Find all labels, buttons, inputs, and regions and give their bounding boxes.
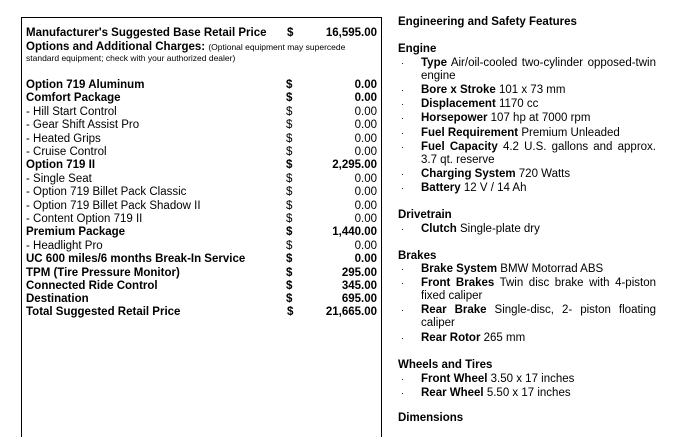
option-currency: $ <box>286 132 293 145</box>
total-price-currency: $ <box>287 306 294 318</box>
option-currency: $ <box>286 172 293 185</box>
spec-value: 3.50 x 17 inches <box>487 373 575 385</box>
option-value: 0.00 <box>354 253 377 266</box>
option-currency: $ <box>286 105 293 118</box>
option-currency: $ <box>286 186 293 199</box>
spec-name: Front Wheel <box>421 373 488 385</box>
option-label: - Hill Start Control <box>26 105 117 118</box>
option-label: - Headlight Pro <box>26 239 103 252</box>
option-label: Option 719 II <box>26 159 96 172</box>
spec-name: Horsepower <box>421 112 488 124</box>
spec-name: Fuel Requirement <box>421 127 519 139</box>
option-currency: $ <box>286 159 293 172</box>
spec-item <box>398 332 656 345</box>
spec-item <box>398 141 656 168</box>
option-label: - Option 719 Billet Pack Shadow II <box>26 199 201 212</box>
spec-item <box>398 277 656 304</box>
spec-value: Twin disc brake with 4-piston fixed caliper <box>421 277 656 303</box>
spec-item <box>398 182 656 195</box>
option-label: - Option 719 Billet Pack Classic <box>26 186 187 199</box>
spec-value: 720 Watts <box>515 168 571 180</box>
option-label: TPM (Tire Pressure Monitor) <box>26 266 180 279</box>
option-value: 0.00 <box>354 92 377 105</box>
bullet-icon: · <box>401 169 404 179</box>
option-currency: $ <box>286 226 293 239</box>
option-label: UC 600 miles/6 months Break-In Service <box>26 253 246 266</box>
option-value: 0.00 <box>354 186 377 199</box>
option-value: 1,440.00 <box>332 226 377 239</box>
base-price-value: 16,595.00 <box>325 27 377 39</box>
option-value: 0.00 <box>354 79 377 91</box>
total-price-label: Total Suggested Retail Price <box>26 306 181 318</box>
spec-value: 12 V / 14 Ah <box>460 182 527 194</box>
option-currency: $ <box>286 92 293 105</box>
spec-item <box>398 112 656 125</box>
spec-name: Battery <box>421 182 461 194</box>
bullet-icon: · <box>401 142 404 152</box>
wheels-heading: Wheels and Tires <box>398 359 493 371</box>
bullet-icon: · <box>401 85 404 95</box>
option-label: Destination <box>26 293 89 306</box>
option-currency: $ <box>286 239 293 252</box>
option-value: 345.00 <box>341 280 377 292</box>
spec-item <box>398 223 656 236</box>
spec-value: 107 hp at 7000 rpm <box>487 112 591 124</box>
spec-name: Clutch <box>421 223 457 235</box>
options-note-b: standard equipment; check with your authorized dealer) <box>26 53 236 63</box>
bullet-icon: · <box>401 278 404 288</box>
option-value: 295.00 <box>341 266 377 279</box>
spec-name: Front Brakes <box>421 277 495 289</box>
bullet-icon: · <box>401 305 404 315</box>
spec-item <box>398 98 656 111</box>
spec-item <box>398 57 656 84</box>
features-title: Engineering and Safety Features <box>398 16 577 28</box>
spec-item <box>398 127 656 140</box>
spec-item <box>398 387 656 400</box>
options-heading <box>26 41 345 53</box>
engine-heading: Engine <box>398 43 437 55</box>
base-price-label: Manufacturer's Suggested Base Retail Price <box>26 27 267 39</box>
spec-name: Type <box>421 57 447 69</box>
option-currency: $ <box>286 79 293 91</box>
spec-value: 265 mm <box>480 332 526 344</box>
option-label: Option 719 Aluminum <box>26 79 145 91</box>
option-label: - Gear Shift Assist Pro <box>26 119 140 132</box>
spec-item <box>398 168 656 181</box>
options-heading-label: Options and Additional Charges: <box>26 41 206 53</box>
option-value: 0.00 <box>354 172 377 185</box>
spec-name: Charging System <box>421 168 516 180</box>
spec-item <box>398 263 656 276</box>
spec-name: Rear Rotor <box>421 332 481 344</box>
option-currency: $ <box>286 213 293 225</box>
spec-value: BMW Motorrad ABS <box>497 263 604 275</box>
options-note-a: (Optional equipment may supercede <box>208 42 346 52</box>
bullet-icon: · <box>401 264 404 274</box>
base-price-currency: $ <box>287 27 294 39</box>
bullet-icon: · <box>401 113 404 123</box>
option-currency: $ <box>286 280 293 292</box>
bullet-icon: · <box>401 388 404 398</box>
bullet-icon: · <box>401 333 404 343</box>
spec-value: Air/oil-cooled two-cylinder opposed-twin engine <box>421 57 656 83</box>
option-label: Comfort Package <box>26 92 121 105</box>
drivetrain-heading: Drivetrain <box>398 209 452 221</box>
option-currency: $ <box>286 146 293 158</box>
spec-value: Single-disc, 2- piston floating caliper <box>421 304 657 330</box>
option-value: 0.00 <box>354 199 377 212</box>
option-currency: $ <box>286 253 293 266</box>
option-currency: $ <box>286 199 293 212</box>
option-label: Premium Package <box>26 226 126 239</box>
option-currency: $ <box>286 266 293 279</box>
spec-name: Rear Brake <box>421 304 487 316</box>
bullet-icon: · <box>401 224 404 234</box>
spec-item <box>398 373 656 386</box>
spec-value: 101 x 73 mm <box>495 84 566 96</box>
total-price-value: 21,665.00 <box>325 306 377 318</box>
option-value: 0.00 <box>354 119 377 132</box>
bullet-icon: · <box>401 58 404 68</box>
option-label: Connected Ride Control <box>26 280 158 292</box>
spec-value: 1170 cc <box>495 98 539 110</box>
option-value: 695.00 <box>341 293 377 306</box>
option-label: - Heated Grips <box>26 132 101 145</box>
bullet-icon: · <box>401 374 404 384</box>
spec-value: 5.50 x 17 inches <box>483 387 571 399</box>
option-currency: $ <box>286 293 293 306</box>
option-value: 0.00 <box>354 146 377 158</box>
option-value: 0.00 <box>354 239 377 252</box>
spec-name: Fuel Capacity <box>421 141 498 153</box>
option-label: - Cruise Control <box>26 146 107 158</box>
bullet-icon: · <box>401 183 404 193</box>
option-currency: $ <box>286 119 293 132</box>
option-label: - Content Option 719 II <box>26 213 143 225</box>
dimensions-heading: Dimensions <box>398 412 464 424</box>
spec-name: Rear Wheel <box>421 387 484 399</box>
spec-name: Bore x Stroke <box>421 84 496 96</box>
spec-name: Brake System <box>421 263 498 275</box>
spec-name: Displacement <box>421 98 496 110</box>
option-label: - Single Seat <box>26 172 92 185</box>
option-value: 0.00 <box>354 213 377 225</box>
option-value: 2,295.00 <box>332 159 377 172</box>
spec-value: Premium Unleaded <box>518 127 620 139</box>
spec-item <box>398 84 656 97</box>
option-value: 0.00 <box>354 105 377 118</box>
spec-value: Single-plate dry <box>456 223 540 235</box>
bullet-icon: · <box>401 99 404 109</box>
bullet-icon: · <box>401 128 404 138</box>
spec-item <box>398 304 656 331</box>
brakes-heading: Brakes <box>398 250 437 262</box>
option-value: 0.00 <box>354 132 377 145</box>
spec-value: 4.2 U.S. gallons and approx. 3.7 qt. reserve <box>421 141 656 167</box>
